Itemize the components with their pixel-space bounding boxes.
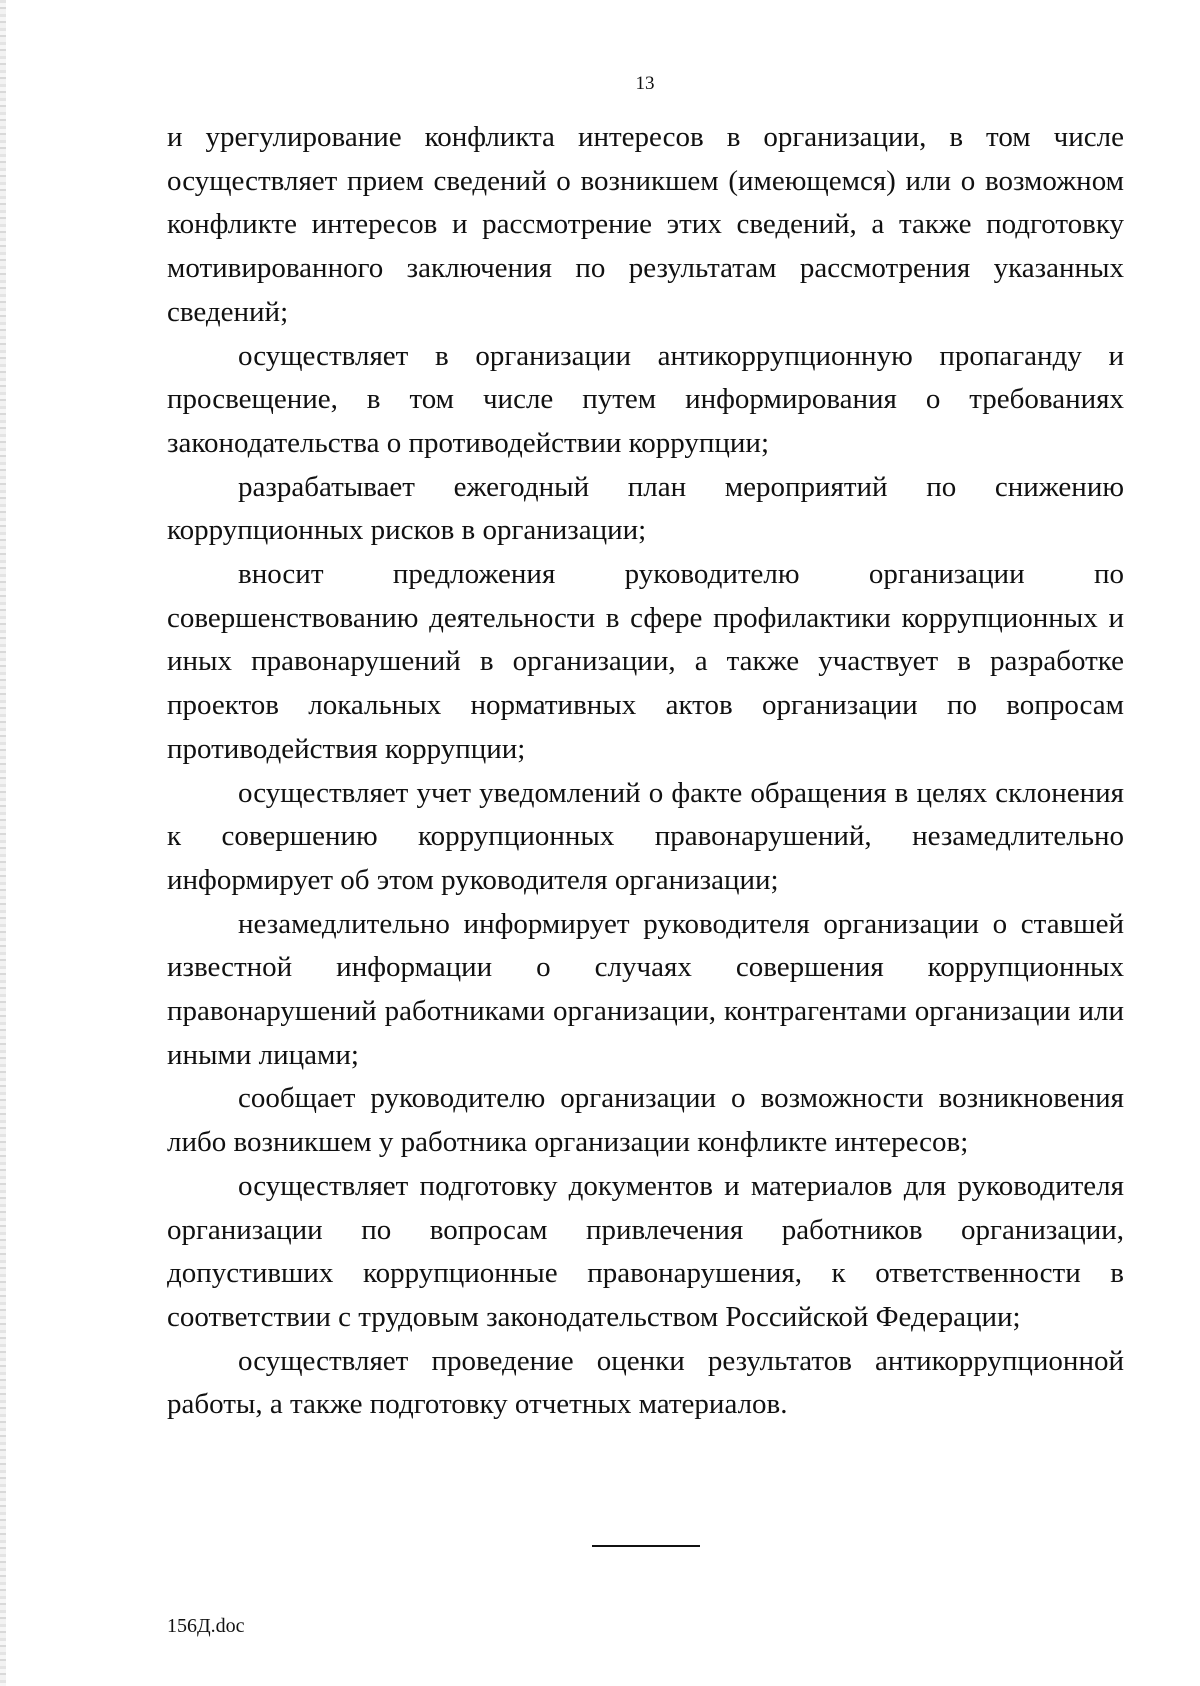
paragraph: осуществляет подготовку документов и материалов для руководителя организации по вопросам привлечения работников организации, допустивших коррупционные правонарушения, к ответственности в соответствии с трудовым законодательством Российской Федерации; xyxy=(167,1169,1124,1333)
paragraph-continuation: и урегулирование конфликта интересов в организации, в том числе осуществляет прием сведений о возникшем (имеющемся) или о возможном конфликте интересов и рассмотрение этих сведений, а также подготовку мотивированного заключения по результатам рассмотрения указанных сведений; xyxy=(167,121,1124,328)
footer-file-name: 156Д.doc xyxy=(167,1615,245,1637)
paragraph: вносит предложения руководителю организации по совершенствованию деятельности в сфере профилактики коррупционных и иных правонарушений в организации, а также участвует в разработке проектов локальных нормативных актов организации по вопросам противодействия коррупции; xyxy=(167,558,1124,765)
paragraph: осуществляет учет уведомлений о факте обращения в целях склонения к совершению коррупционных правонарушений, незамедлительно информирует об этом руководителя организации; xyxy=(167,776,1124,896)
paragraph: незамедлительно информирует руководителя организации о ставшей известной информации о случаях совершения коррупционных правонарушений работниками организации, контрагентами организации или иными лицами; xyxy=(167,907,1124,1071)
scan-edge-decoration xyxy=(0,0,6,1686)
paragraph: осуществляет проведение оценки результатов антикоррупционной работы, а также подготовку отчетных материалов. xyxy=(167,1344,1124,1421)
end-of-text-rule xyxy=(592,1545,700,1547)
paragraph: осуществляет в организации антикоррупционную пропаганду и просвещение, в том числе путем информирования о требованиях законодательства о противодействии коррупции; xyxy=(167,339,1124,459)
paragraph: разрабатывает ежегодный план мероприятий по снижению коррупционных рисков в организации; xyxy=(167,470,1124,547)
paragraph: сообщает руководителю организации о возможности возникновения либо возникшем у работника организации конфликте интересов; xyxy=(167,1082,1124,1159)
document-body xyxy=(167,116,1124,1427)
page-number: 13 xyxy=(635,73,655,94)
